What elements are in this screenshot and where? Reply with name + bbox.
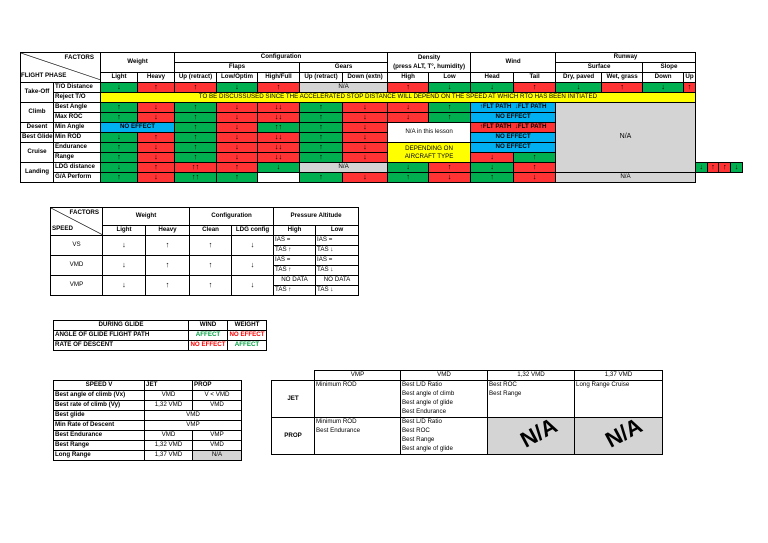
sub-header: Up (retract) xyxy=(300,73,343,83)
vmp-vmd-table xyxy=(271,370,663,455)
no-effect-cell: NO EFFECT xyxy=(471,143,556,153)
row-label: Range xyxy=(54,153,101,163)
ias-equal: IAS = xyxy=(316,236,359,246)
arrow-down-icon: ↓ xyxy=(138,113,175,123)
density-sub-label: (press ALT, T°, humidity) xyxy=(393,62,466,70)
affect-value: AFFECT xyxy=(189,331,228,341)
arrow-up-icon: ↑ xyxy=(101,103,138,113)
prop-row-label: PROP xyxy=(272,418,315,455)
row-label: Max ROC xyxy=(54,113,101,123)
arrow-up-icon: ↑ xyxy=(101,113,138,123)
row-label: Best Endurance xyxy=(54,431,145,441)
row-label: Min ROD xyxy=(54,133,101,143)
weight-header: Weight xyxy=(103,208,190,226)
arrow-down-icon: ↓ xyxy=(388,163,429,173)
cell-text: Minimum ROD xyxy=(316,381,357,388)
prop-value: VMP xyxy=(193,431,242,441)
sub-header: Low xyxy=(316,226,359,236)
arrow-up-icon: ↑ xyxy=(602,83,643,93)
row-label: LDG distance xyxy=(54,163,101,173)
sub-header: Low xyxy=(429,73,471,83)
arrow-down-icon: ↓ xyxy=(343,143,388,153)
pressure-altitude-header: Pressure Altitude xyxy=(274,208,359,226)
arrow-down-icon: ↓ xyxy=(217,143,258,153)
weight-header: WEIGHT xyxy=(228,321,267,331)
density-label: Density xyxy=(417,53,441,61)
arrow-down-icon: ↓ xyxy=(101,83,138,93)
prop-vmp-cell xyxy=(315,418,401,455)
arrow-down-icon: ↓ xyxy=(217,83,258,93)
jet-value: 1,32 VMD xyxy=(145,441,193,451)
phase-takeoff: Take-Off xyxy=(21,83,54,103)
na-cell: N/A xyxy=(300,163,388,173)
jet-value: 1,37 VMD xyxy=(145,451,193,461)
flt-path-down: ↓FLT PATH xyxy=(514,103,547,111)
arrow-up-icon: ↑ xyxy=(101,173,138,183)
phase-landing: Landing xyxy=(21,163,54,183)
speed-vmp: VMP xyxy=(51,276,103,296)
arrow-up-icon: ↑ xyxy=(190,256,232,276)
sub-header: Dry, paved xyxy=(556,73,602,83)
no-effect-cell: NO EFFECT xyxy=(471,133,556,143)
arrow-up-icon: ↑ xyxy=(300,123,343,133)
jet-132-cell xyxy=(488,381,575,418)
arrow-up-icon: ↑ xyxy=(138,163,175,173)
arrow-down-icon: ↓ xyxy=(217,113,258,123)
row-label: Best Range xyxy=(54,441,145,451)
runway-na-cell: N/A xyxy=(556,103,696,173)
flight-phase-factors-table xyxy=(20,52,743,183)
arrow-up-icon: ↑ xyxy=(217,163,258,173)
no-effect-cell: NO EFFECT xyxy=(471,113,556,123)
runway-header: Runway xyxy=(556,53,696,63)
no-data: NO DATA xyxy=(274,276,316,286)
sub-header: Low/Optim xyxy=(217,73,258,83)
ias-equal: IAS = xyxy=(274,256,316,266)
double-arrow-down-icon: ↓↓ xyxy=(258,153,300,163)
arrow-down-icon: ↓ xyxy=(343,153,388,163)
cell-text: Best ROC xyxy=(489,381,517,388)
jet-137-cell xyxy=(575,381,663,418)
affect-value: AFFECT xyxy=(228,341,267,351)
sub-header: Up xyxy=(684,73,696,83)
vmd-header: VMD xyxy=(401,371,488,381)
jet-row-label: JET xyxy=(272,381,315,418)
cell-text: Best L/D Ratio xyxy=(401,381,488,391)
arrow-down-icon: ↓ xyxy=(429,173,471,183)
sub-header: High/Full xyxy=(258,73,300,83)
flt-path-down: ↓FLT PATH xyxy=(514,123,547,131)
reject-note: TO BE DISCUSSUSED SINCE THE ACCELERATED STOP DISTANCE WILL DEPEND ON THE SPEED AT WHICH RTO HAS BEEN INITIATED xyxy=(101,93,696,103)
arrow-down-icon: ↓ xyxy=(556,83,602,93)
arrow-down-icon: ↓ xyxy=(138,103,175,113)
vmd-132-header: 1,32 VMD xyxy=(488,371,575,381)
arrow-up-icon: ↑ xyxy=(146,256,190,276)
arrow-up-icon: ↑ xyxy=(429,163,471,173)
slope-header: Slope xyxy=(643,63,696,73)
surface-header: Surface xyxy=(556,63,643,73)
arrow-down-icon: ↓ xyxy=(138,153,175,163)
arrow-up-icon: ↑ xyxy=(300,153,343,163)
flaps-header: Flaps xyxy=(175,63,300,73)
arrow-up-icon: ↑ xyxy=(138,83,175,93)
arrow-down-icon: ↓ xyxy=(343,133,388,143)
arrow-up-icon: ↑ xyxy=(300,133,343,143)
row-label: Best rate of climb (Vy) xyxy=(54,401,145,411)
row-label: Min Angle xyxy=(54,123,101,133)
row-label: Endurance xyxy=(54,143,101,153)
sub-header: Tail xyxy=(514,73,556,83)
arrow-up-icon: ↑ xyxy=(146,276,190,296)
glide-table xyxy=(53,320,267,351)
factors-label: FACTORS xyxy=(69,209,99,216)
header-diagonal-cell xyxy=(21,53,101,83)
arrow-up-icon: ↑ xyxy=(514,153,556,163)
no-effect-value: NO EFFECT xyxy=(189,341,228,351)
arrow-down-icon: ↓ xyxy=(103,256,146,276)
arrow-down-icon: ↓ xyxy=(731,163,743,173)
arrow-up-icon: ↑ xyxy=(684,83,696,93)
sub-header: LDG config xyxy=(232,226,274,236)
sub-header: Head xyxy=(471,73,514,83)
arrow-up-icon: ↑ xyxy=(300,113,343,123)
sub-header: Up (retract) xyxy=(175,73,217,83)
arrow-down-icon: ↓ xyxy=(471,153,514,163)
no-effect-cell: NO EFFECT xyxy=(101,123,175,133)
ias-equal: IAS = xyxy=(274,236,316,246)
arrow-down-icon: ↓ xyxy=(471,163,514,173)
weight-header: Weight xyxy=(101,53,175,73)
wind-header: WIND xyxy=(189,321,228,331)
arrow-down-icon: ↓ xyxy=(138,143,175,153)
vmd-137-header: 1,37 VMD xyxy=(575,371,663,381)
speed-vmd: VMD xyxy=(51,256,103,276)
empty-cell xyxy=(258,173,300,183)
shared-value: VMP xyxy=(145,421,242,431)
arrow-up-icon: ↑ xyxy=(719,163,731,173)
arrow-up-icon: ↑ xyxy=(175,103,217,113)
density-header xyxy=(388,53,471,73)
na-stamp-137: N/A xyxy=(601,412,647,453)
tas-down: TAS ↓ xyxy=(316,246,359,256)
factors-label: FACTORS xyxy=(64,54,94,61)
arrow-down-icon: ↓ xyxy=(429,83,471,93)
speed-label: SPEED xyxy=(52,225,73,233)
speed-v-header: SPEED V xyxy=(54,381,145,391)
row-label: RATE OF DESCENT xyxy=(54,341,189,351)
arrow-up-icon: ↑ xyxy=(300,173,343,183)
arrow-down-icon: ↓ xyxy=(232,236,274,256)
arrow-up-icon: ↑ xyxy=(388,173,429,183)
double-arrow-down-icon: ↓↓ xyxy=(258,143,300,153)
arrow-down-icon: ↓ xyxy=(217,123,258,133)
arrow-down-icon: ↓ xyxy=(343,173,388,183)
sub-header: Heavy xyxy=(138,73,175,83)
arrow-down-icon: ↓ xyxy=(695,163,707,173)
arrow-up-icon: ↑ xyxy=(707,163,719,173)
arrow-up-icon: ↑ xyxy=(138,133,175,143)
arrow-up-icon: ↑ xyxy=(429,113,471,123)
wind-header: Wind xyxy=(471,53,556,73)
arrow-up-icon: ↑ xyxy=(300,103,343,113)
configuration-header: Configuration xyxy=(190,208,274,226)
arrow-up-icon: ↑ xyxy=(429,103,471,113)
arrow-up-icon: ↑ xyxy=(190,276,232,296)
cell-text: Long Range Cruise xyxy=(576,381,630,388)
cell-text: Best ROC xyxy=(401,427,488,436)
no-effect-value: NO EFFECT xyxy=(228,331,267,341)
prop-value: VMD xyxy=(193,401,242,411)
arrow-up-icon: ↑ xyxy=(217,173,258,183)
arrow-down-icon: ↓ xyxy=(471,83,514,93)
arrow-down-icon: ↓ xyxy=(138,173,175,183)
arrow-up-icon: ↑ xyxy=(190,236,232,256)
arrow-down-icon: ↓ xyxy=(217,133,258,143)
row-label: ANGLE OF GLIDE FLIGHT PATH xyxy=(54,331,189,341)
during-glide-header: DURING GLIDE xyxy=(54,321,189,331)
arrow-up-icon: ↑ xyxy=(175,113,217,123)
double-arrow-down-icon: ↓↓ xyxy=(258,113,300,123)
sub-header: Heavy xyxy=(146,226,190,236)
row-label: Long Range xyxy=(54,451,145,461)
cell-text: Minimum ROD xyxy=(316,418,357,425)
cell-text: Best Range xyxy=(489,389,522,397)
speed-factors-table xyxy=(50,207,359,296)
arrow-up-icon: ↑ xyxy=(514,83,556,93)
jet-value: 1,32 VMD xyxy=(145,401,193,411)
cell-text: Best L/D Ratio xyxy=(401,418,488,428)
prop-value: N/A xyxy=(193,451,242,461)
tas-down: TAS ↓ xyxy=(316,266,359,276)
arrow-down-icon: ↓ xyxy=(343,123,388,133)
row-label: Best Angle xyxy=(54,103,101,113)
double-arrow-up-icon: ↑↑ xyxy=(175,163,217,173)
double-arrow-up-icon: ↑↑ xyxy=(258,123,300,133)
row-label: T/O Distance xyxy=(54,83,101,93)
cell-text: Best Range xyxy=(401,436,488,445)
shared-value: VMD xyxy=(145,411,242,421)
flt-path-cell xyxy=(471,103,556,113)
cell-text: Best angle of glide xyxy=(401,445,488,455)
arrow-down-icon: ↓ xyxy=(388,103,429,113)
na-stamp-132: N/A xyxy=(516,412,562,453)
arrow-up-icon: ↑ xyxy=(146,236,190,256)
row-label: Best angle of climb (Vx) xyxy=(54,391,145,401)
sub-header: Light xyxy=(103,226,146,236)
prop-header: PROP xyxy=(193,381,242,391)
cell-text: Best Endurance xyxy=(316,426,361,434)
phase-climb: Climb xyxy=(21,103,54,123)
arrow-up-icon: ↑ xyxy=(175,133,217,143)
arrow-up-icon: ↑ xyxy=(258,83,300,93)
flt-path-cell xyxy=(471,123,556,133)
no-data: NO DATA xyxy=(316,276,359,286)
tas-down: TAS ↓ xyxy=(316,286,359,296)
ias-equal: IAS = xyxy=(316,256,359,266)
arrow-down-icon: ↓ xyxy=(101,163,138,173)
speed-vs: VS xyxy=(51,236,103,256)
arrow-down-icon: ↓ xyxy=(103,236,146,256)
arrow-down-icon: ↓ xyxy=(232,256,274,276)
prop-value: V < VMD xyxy=(193,391,242,401)
phase-cruise: Cruise xyxy=(21,143,54,163)
arrow-down-icon: ↓ xyxy=(343,103,388,113)
empty-corner xyxy=(272,371,315,381)
arrow-down-icon: ↓ xyxy=(258,163,300,173)
flt-path-up: ↑FLT PATH xyxy=(479,103,512,111)
row-label: Reject T/O xyxy=(54,93,101,103)
cell-text: Best angle of climb xyxy=(401,390,488,399)
arrow-up-icon: ↑ xyxy=(175,153,217,163)
sub-header: Light xyxy=(101,73,138,83)
arrow-up-icon: ↑ xyxy=(175,143,217,153)
sub-header: High xyxy=(388,73,429,83)
jet-vmp-cell xyxy=(315,381,401,418)
sub-header: Down xyxy=(643,73,684,83)
phase-best-glide: Best Glide xyxy=(21,133,54,143)
tas-up: TAS ↑ xyxy=(274,246,316,256)
cell-text: Best angle of glide xyxy=(401,399,488,408)
speed-v-table xyxy=(53,380,242,461)
na-cell: N/A xyxy=(300,83,388,93)
vmp-header: VMP xyxy=(315,371,401,381)
arrow-up-icon: ↑ xyxy=(514,163,556,173)
sub-header: Down (extn) xyxy=(343,73,388,83)
row-label: Min Rate of Descent xyxy=(54,421,145,431)
sub-header: Clean xyxy=(190,226,232,236)
depends-on-aircraft-cell: DEPENDING ON AIRCRAFT TYPE xyxy=(388,143,471,163)
configuration-header: Configuration xyxy=(175,53,388,63)
arrow-up-icon: ↑ xyxy=(471,173,514,183)
na-in-lesson-cell: N/A in this lesson xyxy=(388,123,471,143)
arrow-down-icon: ↓ xyxy=(343,113,388,123)
jet-header: JET xyxy=(145,381,193,391)
arrow-down-icon: ↓ xyxy=(101,133,138,143)
row-label: G/A Perform xyxy=(54,173,101,183)
arrow-down-icon: ↓ xyxy=(103,276,146,296)
double-arrow-up-icon: ↑↑ xyxy=(175,173,217,183)
double-arrow-down-icon: ↓↓ xyxy=(258,103,300,113)
prop-value: VMD xyxy=(193,441,242,451)
double-arrow-down-icon: ↓↓ xyxy=(258,133,300,143)
na-cell: N/A xyxy=(556,173,696,183)
arrow-up-icon: ↑ xyxy=(101,153,138,163)
jet-value: VMD xyxy=(145,431,193,441)
arrow-down-icon: ↓ xyxy=(643,83,684,93)
arrow-down-icon: ↓ xyxy=(388,113,429,123)
tas-up: TAS ↑ xyxy=(274,286,316,296)
row-label: Best glide xyxy=(54,411,145,421)
flt-path-up: ↑FLT PATH xyxy=(479,123,512,131)
header-diagonal-cell xyxy=(51,208,103,236)
gears-header: Gears xyxy=(300,63,388,73)
arrow-up-icon: ↑ xyxy=(388,83,429,93)
jet-value: VMD xyxy=(145,391,193,401)
arrow-up-icon: ↑ xyxy=(101,143,138,153)
arrow-up-icon: ↑ xyxy=(300,143,343,153)
cell-text: Best Endurance xyxy=(401,408,488,418)
arrow-up-icon: ↑ xyxy=(175,123,217,133)
sub-header: Wet, grass xyxy=(602,73,643,83)
arrow-down-icon: ↓ xyxy=(232,276,274,296)
arrow-down-icon: ↓ xyxy=(217,153,258,163)
flight-phase-label: FLIGHT PHASE xyxy=(21,72,67,80)
sub-header: High xyxy=(274,226,316,236)
phase-descent: Desent xyxy=(21,123,54,133)
arrow-down-icon: ↓ xyxy=(217,103,258,113)
arrow-down-icon: ↓ xyxy=(514,173,556,183)
arrow-up-icon: ↑ xyxy=(175,83,217,93)
tas-up: TAS ↑ xyxy=(274,266,316,276)
